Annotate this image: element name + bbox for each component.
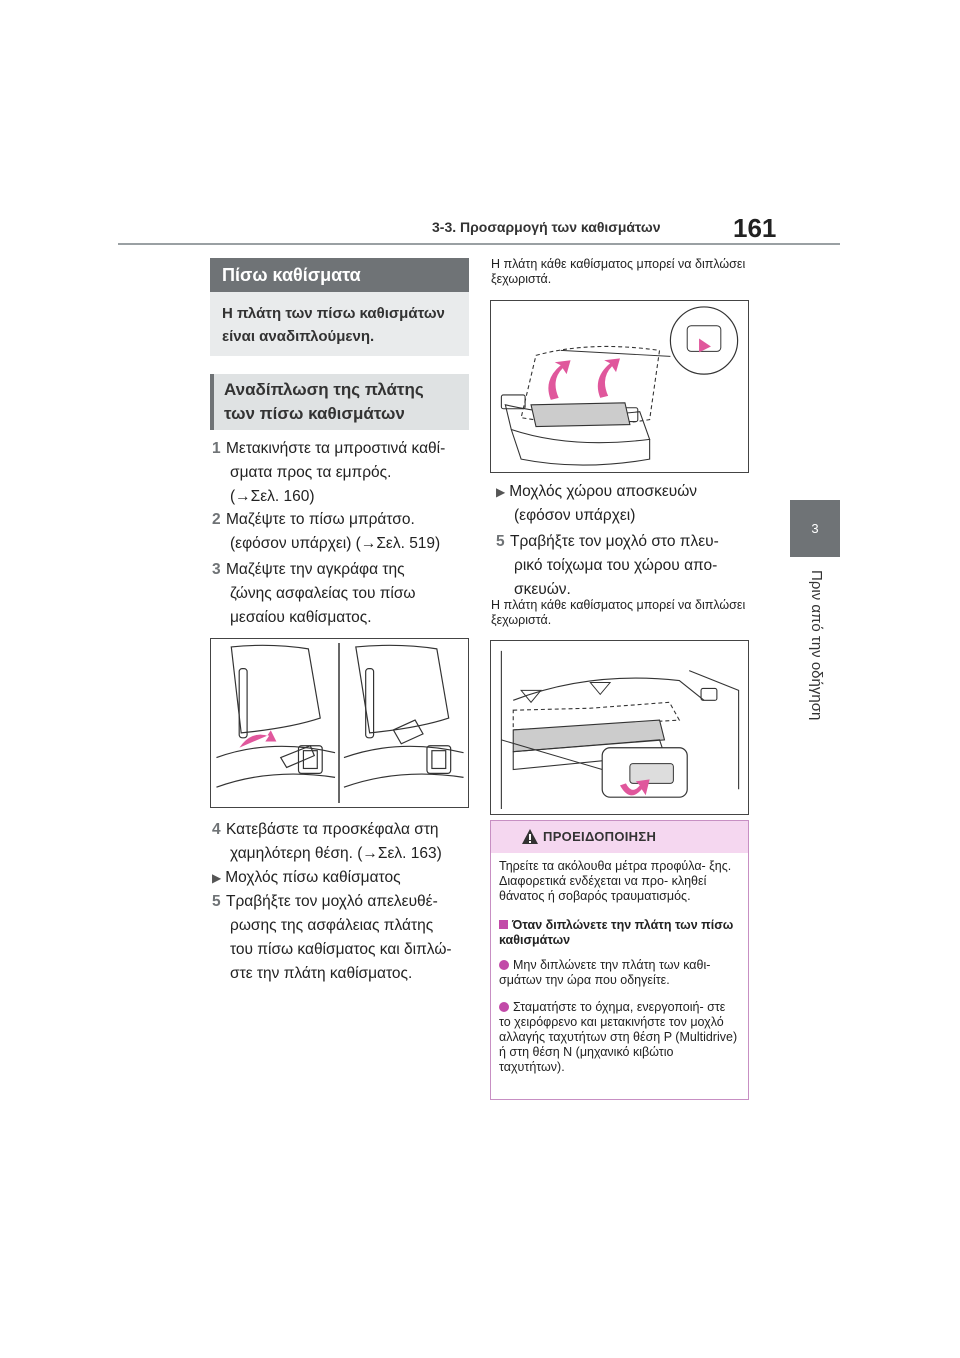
step-text: ρωσης της ασφάλειας πλάτης bbox=[230, 917, 434, 934]
arrow-icon bbox=[548, 360, 570, 400]
step-1 bbox=[212, 437, 474, 509]
step-3 bbox=[212, 558, 474, 630]
step-number: 2 bbox=[212, 511, 221, 528]
warning-box bbox=[490, 820, 749, 1100]
step-number: 1 bbox=[212, 440, 221, 457]
cargo-lever-label bbox=[496, 480, 754, 528]
lever-note: (εφόσον υπάρχει) bbox=[514, 507, 636, 524]
warning-bullet bbox=[499, 958, 740, 988]
step-text: Τραβήξτε τον μοχλό στο πλευ- bbox=[510, 533, 719, 550]
step-text: Κατεβάστε τα προσκέφαλα στη bbox=[226, 821, 439, 838]
step-number: 3 bbox=[212, 561, 221, 578]
step-text: μεσαίου καθίσματος. bbox=[230, 609, 372, 626]
warning-subheading bbox=[499, 918, 740, 948]
chapter-title: Πριν από την οδήγηση bbox=[808, 570, 825, 721]
step-text: ζώνης ασφαλείας του πίσω bbox=[230, 585, 416, 602]
cargo-lever-illustration bbox=[490, 640, 749, 815]
step-text: σματα προς τα εμπρός. bbox=[230, 464, 392, 481]
summary-box: Η πλάτη των πίσω καθισμάτων είναι αναδιπλούμενη. bbox=[210, 292, 469, 356]
warning-title: ΠΡΟΕΙΔΟΠΟΙΗΣΗ bbox=[543, 829, 657, 844]
note-text: Η πλάτη κάθε καθίσματος μπορεί να διπλώσει ξεχωριστά. bbox=[491, 257, 746, 286]
triangle-bullet-icon: ▶ bbox=[496, 485, 506, 499]
page-number: 161 bbox=[733, 213, 777, 243]
dot-bullet-icon bbox=[499, 1002, 509, 1012]
step-text: ρικό τοίχωμα του χώρου απο- bbox=[514, 557, 718, 574]
step-5-right bbox=[496, 530, 754, 602]
step-text: στε την πλάτη καθίσματος. bbox=[230, 965, 413, 982]
warning-bullet bbox=[499, 1000, 740, 1075]
step-2 bbox=[212, 508, 474, 556]
step-number: 5 bbox=[496, 533, 505, 550]
step-number: 5 bbox=[212, 893, 221, 910]
step-text: Μετακινήστε τα μπροστινά καθί- bbox=[226, 440, 446, 457]
subsection-heading: Αναδίπλωση της πλάτης των πίσω καθισμάτων bbox=[210, 374, 469, 430]
step-4 bbox=[212, 818, 474, 866]
step-text: σκευών. bbox=[514, 581, 571, 598]
step-text: Μαζέψτε την αγκράφα της bbox=[226, 561, 405, 578]
triangle-bullet-icon: ▶ bbox=[212, 871, 222, 885]
arrow-icon bbox=[598, 358, 620, 398]
warning-header bbox=[491, 821, 748, 853]
step-text: χαμηλότερη θέση. (→Σελ. 163) bbox=[230, 845, 442, 862]
lever-text: Μοχλός πίσω καθίσματος bbox=[225, 869, 401, 886]
step-text: (εφόσον υπάρχει) (→Σελ. 519) bbox=[230, 535, 441, 552]
step-text: Τραβήξτε τον μοχλό απελευθέ- bbox=[226, 893, 438, 910]
chapter-tab[interactable]: 3 bbox=[790, 500, 840, 557]
dot-bullet-icon bbox=[499, 960, 509, 970]
page-reference: (→Σελ. 160) bbox=[230, 488, 315, 505]
step-5-left bbox=[212, 890, 474, 986]
lever-text: Μοχλός χώρου αποσκευών bbox=[509, 483, 698, 500]
warning-intro: Τηρείτε τα ακόλουθα μέτρα προφύλα- ξης. Διαφορετικά ενδέχεται να προ- κληθεί θάνατος ή σοβαρός τραυματισμός. bbox=[499, 859, 732, 903]
step-text: του πίσω καθίσματος και διπλώ- bbox=[230, 941, 452, 958]
warning-bullet-text: Μην διπλώνετε την πλάτη των καθι- σμάτων την ώρα που οδηγείτε. bbox=[499, 958, 711, 987]
lever-label bbox=[212, 866, 474, 890]
section-heading: Πίσω καθίσματα bbox=[210, 258, 469, 293]
warning-icon bbox=[521, 828, 539, 845]
square-bullet-icon bbox=[499, 920, 508, 929]
note-text: Η πλάτη κάθε καθίσματος μπορεί να διπλώσει ξεχωριστά. bbox=[491, 598, 746, 627]
warning-bullet-text: Σταματήστε το όχημα, ενεργοποιή- στε το χειρόφρενο και μετακινήστε τον μοχλό αλλαγής ταχυτήτων στη θέση P (Multidrive) ή στη θέση N (μηχανικό κιβώτιο ταχυτήτων). bbox=[499, 1000, 738, 1074]
buckle-illustration bbox=[210, 638, 469, 808]
section-title: 3-3. Προσαρμογή των καθισμάτων bbox=[432, 219, 661, 235]
step-number: 4 bbox=[212, 821, 221, 838]
rear-seat-fold-illustration bbox=[490, 300, 749, 473]
header-rule bbox=[118, 243, 840, 245]
step-text: Μαζέψτε το πίσω μπράτσο. bbox=[226, 511, 415, 528]
warning-heading-text: Όταν διπλώνετε την πλάτη των πίσω καθισμάτων bbox=[499, 918, 734, 947]
